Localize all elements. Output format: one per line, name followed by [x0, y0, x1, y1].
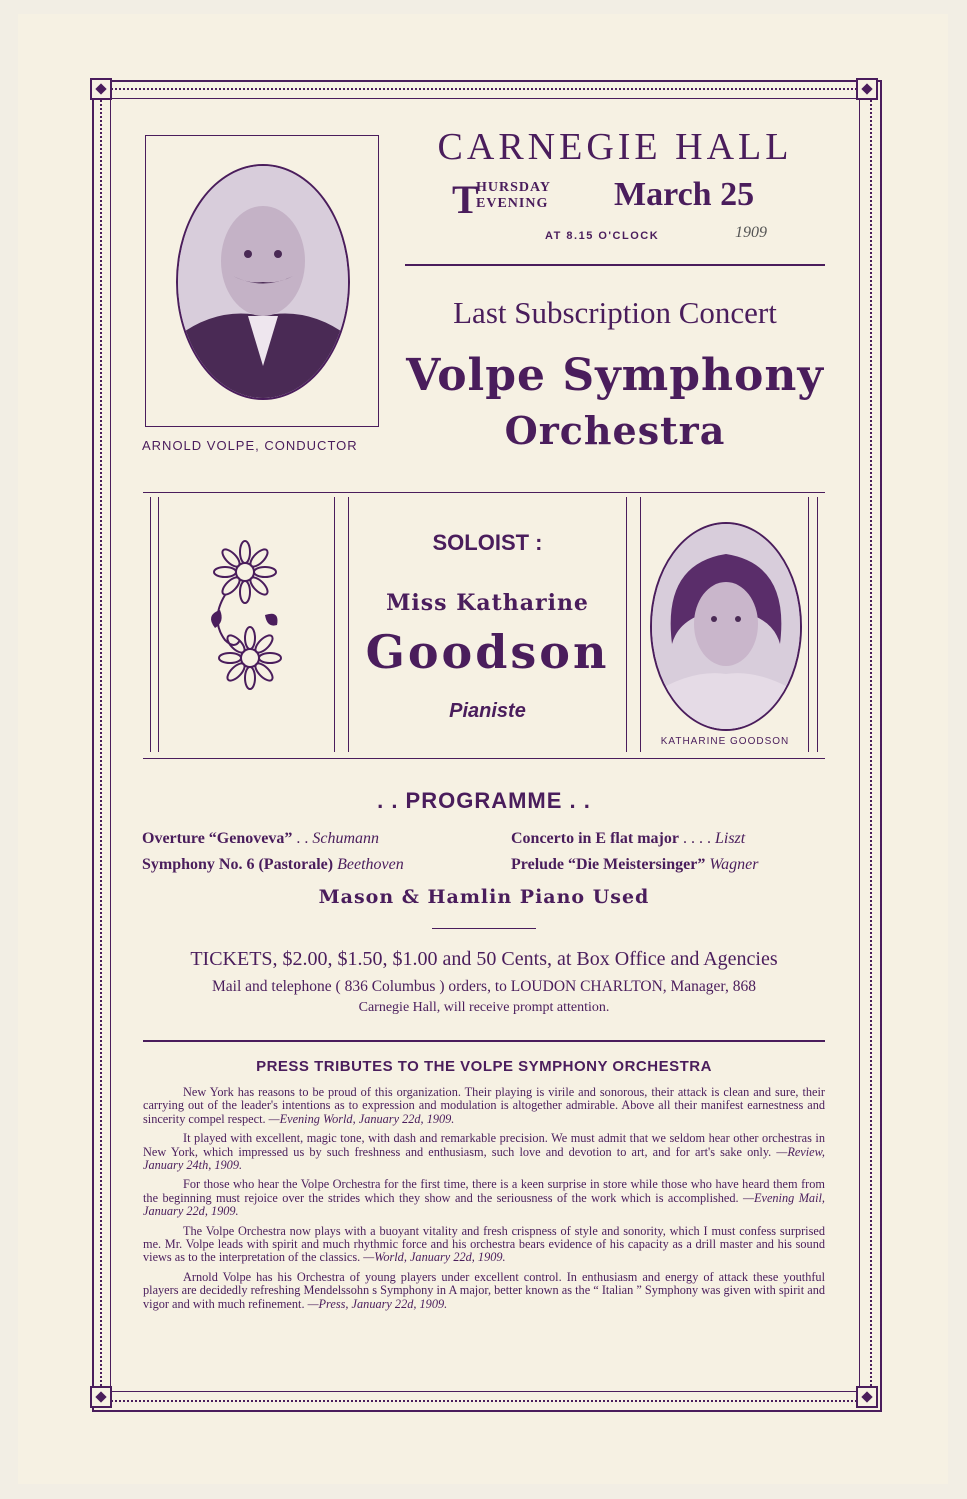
orchestra-name-line1: Volpe Symphony	[406, 350, 824, 401]
tickets-rule	[143, 1040, 825, 1042]
conductor-caption	[142, 438, 382, 453]
corner-ornament-icon	[856, 1386, 878, 1408]
panel-rule	[158, 497, 159, 752]
soloist-name-line2: Goodson	[365, 625, 610, 679]
panel-rule	[626, 497, 627, 752]
press-tribute: For those who hear the Volpe Orchestra for the first time, there is a keen surprise in store while those who have heard them from the beginning must rejoice over the strides which they show and the seriousness of the work which is accomplished. —Evening Mail, January 22d, 1909.	[143, 1177, 825, 1219]
programme-work: Symphony No. 6 (Pastorale)	[142, 856, 334, 873]
concert-time: AT 8.15 O'CLOCK	[545, 230, 660, 242]
corner-ornament-icon	[90, 78, 112, 100]
corner-ornament-icon	[90, 1386, 112, 1408]
conductor-portrait-icon	[178, 166, 348, 398]
programme-item	[511, 830, 831, 848]
press-source: —Evening Mail, January 22d, 1909.	[143, 1190, 825, 1219]
venue-title: CARNEGIE HALL	[437, 126, 793, 168]
programme-item	[142, 830, 462, 848]
evening-label: EVENING	[476, 196, 549, 211]
panel-rule	[817, 497, 818, 752]
tickets-line3: Carnegie Hall, will receive prompt attention.	[358, 1000, 610, 1015]
day-initial: T	[452, 177, 479, 222]
conductor-name: ARNOLD VOLPE,	[142, 438, 260, 453]
piano-note: Mason & Hamlin Piano Used	[318, 886, 650, 908]
programme-composer: Liszt	[714, 830, 746, 847]
conductor-portrait	[176, 164, 350, 400]
soloist-portrait-icon	[652, 524, 800, 729]
programme-composer: Beethoven	[337, 856, 404, 873]
panel-rule	[334, 497, 335, 752]
concert-date: March 25	[614, 176, 755, 213]
flower-ornament-icon	[195, 540, 295, 700]
panel-rule	[808, 497, 809, 752]
programme-composer: Schumann	[312, 830, 379, 847]
press-heading: PRESS TRIBUTES TO THE VOLPE SYMPHONY ORCHESTRA	[256, 1058, 712, 1075]
corner-ornament-icon	[856, 78, 878, 100]
panel-rule	[150, 497, 151, 752]
press-tribute: It played with excellent, magic tone, with dash and remarkable precision. We must admit that we seldom hear other orchestras in New York, which impressed us by such freshness and enthusiasm, such love and devotion to art, and for art's sake only. —Review, January 24th, 1909.	[143, 1131, 826, 1173]
press-tribute: Arnold Volpe has his Orchestra of young players under excellent control. In enthusiasm and energy of attack these youthful players are decidedly refreshing Mendelssohn s Symphony in A major, better known as the “ Italian ” Symphony was given with spirit and vigor and with much refinement. —Press, January 22d, 1909.	[143, 1269, 825, 1311]
programme-divider	[432, 928, 536, 929]
press-tribute: New York has reasons to be proud of this organization. Their playing is virile and sonorous, their attack is clean and sure, their carrying out of the leader's intentions as to expression and modulation is altogether admirable. Above all their manifest earnestness and sincerity compel respect. —Evening World, January 22d, 1909.	[143, 1085, 825, 1126]
conductor-photo-frame	[145, 135, 379, 427]
panel-rule	[348, 497, 349, 752]
press-source: —Review, January 24th, 1909.	[143, 1144, 826, 1173]
programme-work: Concerto in E flat major	[511, 830, 679, 847]
orchestra-name-line2: Orchestra	[504, 408, 726, 453]
soloist-name-line1: Miss Katharine	[386, 590, 589, 616]
handwritten-year: 1909	[735, 224, 767, 241]
soloist-photo-caption: KATHARINE GOODSON	[660, 736, 790, 747]
press-source: —World, January 22d, 1909.	[363, 1250, 506, 1265]
programme-work: Overture “Genoveva”	[142, 830, 293, 847]
panel-rule	[640, 497, 641, 752]
programme-composer: Wagner	[709, 856, 759, 873]
press-tributes	[143, 1086, 825, 1317]
press-source: —Evening World, January 22d, 1909.	[268, 1111, 455, 1126]
header-rule	[405, 264, 825, 266]
programme-dots: . . . .	[682, 830, 711, 847]
concert-subtitle: Last Subscription Concert	[453, 295, 777, 330]
soloist-heading: SOLOIST :	[432, 530, 543, 555]
date-line	[452, 176, 812, 222]
press-source: —Press, January 22d, 1909.	[307, 1296, 448, 1311]
programme-heading: . . PROGRAMME . .	[377, 788, 591, 813]
programme-item	[142, 856, 472, 874]
programme-work: Prelude “Die Meistersinger”	[511, 856, 706, 873]
soloist-instrument: Pianiste	[449, 700, 526, 722]
tickets-line2: Mail and telephone ( 836 Columbus ) orders, to LOUDON CHARLTON, Manager, 868	[212, 978, 756, 995]
day-rest: HURSDAY	[476, 180, 551, 195]
tickets-line1: TICKETS, $2.00, $1.50, $1.00 and 50 Cents, at Box Office and Agencies	[190, 948, 778, 970]
programme-dots: . .	[296, 830, 309, 847]
conductor-role: CONDUCTOR	[264, 438, 358, 453]
soloist-portrait	[650, 522, 802, 731]
programme-item	[511, 856, 841, 874]
press-tribute: The Volpe Orchestra now plays with a buoyant vitality and fresh crispness of style and sonority, which I must confess surprised me. Mr. Volpe leads with spirit and much rhythmic force and his orchestra bears evidence of his capacity as a drill master and his sound views as to the interpretation of the classics. —World, January 22d, 1909.	[143, 1223, 825, 1265]
